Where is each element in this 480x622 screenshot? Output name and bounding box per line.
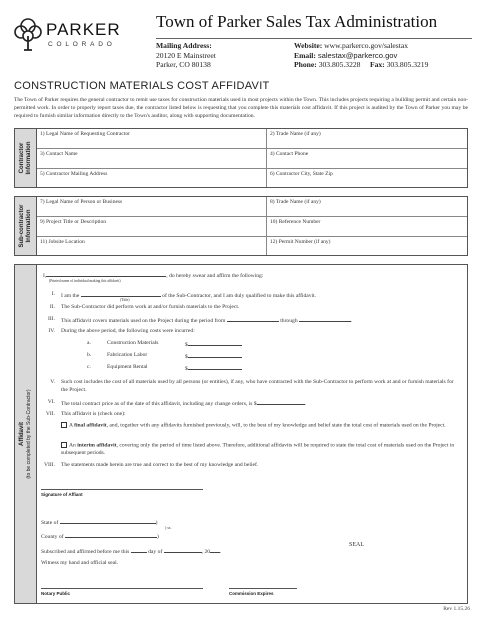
cost-b-label: Fabrication Labor — [107, 352, 148, 358]
field-legal-name-contractor[interactable]: 1) Legal Name of Requesting Contractor — [37, 129, 267, 149]
form-title: CONSTRUCTION MATERIALS COST AFFIDAVIT — [14, 80, 270, 92]
printed-name-input[interactable] — [46, 271, 166, 277]
item-i-text-b: of the Sub-Contractor, and I am duly qualified to make this affidavit. — [162, 293, 317, 299]
affidavit-section — [14, 264, 468, 604]
county-of-row: County of ) — [41, 534, 159, 540]
field-jobsite-location[interactable]: 11) Jobsite Location — [37, 237, 267, 255]
dollar-b: $ — [185, 354, 188, 360]
state-input[interactable] — [60, 518, 156, 524]
affiant-signature-line[interactable] — [41, 489, 203, 490]
final-pre: A — [69, 422, 73, 429]
cost-c-label: Equipment Rental — [107, 364, 148, 370]
final-affidavit-checkbox[interactable] — [61, 422, 67, 428]
tree-logo-icon — [14, 16, 42, 52]
county-input[interactable] — [65, 532, 157, 538]
subcontractor-label-text: Sub-contractor Information — [18, 204, 32, 248]
item-i-text-a: I am the — [61, 293, 80, 299]
subscribed-text-a: Subscribed and affirmed before me this — [41, 549, 130, 555]
subscribed-text-b: day of — [148, 549, 163, 555]
affiant-signature-label: Signature of Affiant — [41, 492, 83, 497]
cost-c-letter: c. — [87, 364, 91, 370]
field-contractor-mailing-address[interactable]: 5) Contractor Mailing Address — [37, 169, 267, 187]
field-permit-number[interactable]: 12) Permit Number (if any) — [270, 239, 331, 245]
item-iv: During the above period, the following costs were incurred: — [61, 328, 195, 334]
subscribed-row: Subscribed and affirmed before me this day of , 20 . — [41, 549, 222, 555]
header-divider — [156, 38, 472, 39]
cost-b-letter: b. — [87, 352, 92, 358]
final-bold: final affidavit — [74, 422, 107, 429]
website-label: Website: — [294, 41, 323, 50]
item-v: Such cost includes the cost of all materials used by all persons (or entities), if any, who have contracted with the Sub-Contractor to perform work at and or furnish materials for the Project. — [61, 379, 454, 393]
address-line-1: 20120 E Mainstreet — [156, 50, 216, 60]
item-iii-text-b: through — [280, 318, 298, 324]
year-input[interactable] — [210, 547, 220, 553]
revision-label: Rev 1.15.26 — [443, 606, 470, 612]
state-of-row: State of ) — [41, 520, 158, 526]
equipment-rental-input[interactable] — [188, 364, 242, 370]
item-vii: This affidavit is (check one): — [61, 411, 126, 417]
interim-pre: An — [69, 442, 76, 449]
witness-text: Witness my hand and official seal. — [41, 560, 119, 566]
affidavit-side-label — [15, 265, 37, 603]
email-label: Email: — [294, 50, 316, 60]
ss-label: ) ss. — [165, 525, 172, 530]
dollar-c: $ — [185, 366, 188, 372]
item-ii-number: II. — [49, 304, 55, 310]
field-project-title[interactable]: 9) Project Title or Description — [37, 217, 267, 237]
item-iii: This affidavit covers materials used on the Project during the period from through . — [61, 318, 353, 324]
subscribed-text-c: , 20 — [201, 549, 211, 555]
period-through-input[interactable] — [299, 316, 351, 322]
item-viii-number: VIII. — [43, 462, 55, 468]
phone-label: Phone: — [294, 60, 317, 69]
item-i-number: I. — [51, 291, 55, 297]
printed-name-note: (Printed name of individual making this affidavit) — [49, 279, 121, 283]
contact-details — [294, 41, 428, 70]
title-note: (Title) — [120, 298, 130, 302]
commission-expires-label: Commission Expires — [229, 591, 274, 596]
contractor-label-text: Contractor Information — [18, 141, 32, 175]
total-contract-price-input[interactable] — [257, 399, 305, 405]
dollar-a: $ — [185, 342, 188, 348]
website-link[interactable]: www.parkerco.gov/salestax — [324, 41, 409, 50]
parker-logo — [14, 14, 134, 60]
item-vii-number: VII. — [45, 411, 55, 417]
cost-b-amount — [185, 352, 242, 360]
cost-a-letter: a. — [87, 340, 91, 346]
contractor-section — [14, 128, 468, 188]
address-line-2: Parker, CO 80138 — [156, 60, 211, 69]
affidavit-intro — [43, 271, 463, 279]
mailing-address — [156, 41, 216, 70]
logo-wordmark: PARKER — [46, 20, 121, 39]
cost-c-amount — [185, 364, 242, 372]
item-viii: The statements made herein are true and correct to the best of my knowledge and belief. — [61, 462, 259, 468]
notary-signature-line[interactable] — [41, 588, 203, 589]
notary-public-label: Notary Public — [41, 591, 71, 596]
interim-affidavit-option[interactable] — [61, 442, 461, 457]
email-link[interactable]: salestax@parkerco.gov — [317, 50, 398, 60]
affidavit-label-text — [19, 389, 33, 478]
period-from-input[interactable] — [227, 316, 279, 322]
construction-materials-input[interactable] — [188, 340, 242, 346]
field-legal-name-business[interactable]: 7) Legal Name of Person or Business — [37, 197, 267, 217]
mailing-label: Mailing Address: — [156, 41, 212, 50]
intro-paragraph: The Town of Parker requires the general contractor to remit use taxes for construction materials used in most projects within the Town. This includes projects requiring a building permit and certain non-permitted work. In order to properly report taxes due, the contractor listed below is requesting that you complete this materials cost affidavit. If this project is audited by the Town of Parker you may be required to furnish similar information directly to the Town's auditor, along with supporting documentation. — [14, 97, 468, 119]
subcontractor-side-label — [15, 197, 37, 255]
item-vi: The total contract price as of the date of this affidavit, including any change orders, is $ . — [61, 401, 307, 407]
day-input[interactable] — [131, 547, 147, 553]
item-vi-number: VI. — [47, 399, 55, 405]
title-input[interactable] — [81, 291, 161, 297]
month-input[interactable] — [164, 547, 202, 553]
field-contact-name[interactable]: 3) Contact Name — [37, 149, 267, 169]
state-of-label: State of — [41, 520, 59, 526]
item-iii-number: III. — [48, 316, 55, 322]
interim-bold: interim affidavit — [77, 442, 117, 449]
affidavit-title: Affidavit — [18, 422, 25, 446]
final-rest: , and, together with any affidavits furnished previously, will, to the best of my knowledge and belief state the total cost of materials used on the Project. — [106, 422, 446, 429]
item-iv-number: IV. — [48, 328, 55, 334]
intro-prefix: I, — [43, 273, 47, 279]
fax-number: 303.805.3219 — [386, 60, 429, 69]
fabrication-labor-input[interactable] — [188, 352, 242, 358]
commission-expires-line[interactable] — [229, 588, 297, 589]
field-trade-name-sub[interactable]: 8) Trade Name (if any) — [267, 197, 467, 217]
item-vi-text: The total contract price as of the date of this affidavit, including any change orders, is $ — [61, 401, 257, 407]
item-v-number: V. — [50, 379, 55, 385]
item-ii: The Sub-Contractor did perform work at and/or furnish materials to the Project. — [61, 304, 240, 310]
field-contractor-city-state-zip[interactable]: 6) Contractor City, State Zip — [270, 171, 333, 177]
interim-affidavit-checkbox[interactable] — [61, 442, 67, 448]
intro-suffix: , do hereby swear and affirm the following: — [166, 273, 264, 279]
affidavit-subtitle: (to be completed by the Sub-Contractor) — [25, 389, 32, 479]
fax-label: Fax: — [369, 60, 385, 69]
logo-subtitle: COLORADO — [48, 41, 116, 48]
interim-rest: , covering only the period of time listed above. Therefore, additional affidavits will be required to state the total cost of materials used on the Project in subsequent periods. — [61, 442, 455, 456]
item-iii-text-a: This affidavit covers materials used on the Project during the period from — [61, 318, 226, 324]
cost-a-label: Construction Materials — [107, 340, 159, 346]
field-trade-name-contractor[interactable]: 2) Trade Name (if any) — [267, 129, 467, 149]
final-affidavit-option[interactable] — [61, 422, 461, 430]
field-reference-number[interactable]: 10) Reference Number — [267, 217, 467, 237]
field-contact-phone[interactable]: 4) Contact Phone — [267, 149, 467, 169]
page-header — [8, 8, 472, 74]
phone-number: 303.805.3228 — [318, 60, 361, 69]
seal-label: SEAL — [349, 542, 364, 548]
subcontractor-section — [14, 196, 468, 256]
contractor-side-label — [15, 129, 37, 187]
county-of-label: County of — [41, 534, 64, 540]
cost-a-amount — [185, 340, 242, 348]
page-title: Town of Parker Sales Tax Administration — [156, 12, 438, 31]
